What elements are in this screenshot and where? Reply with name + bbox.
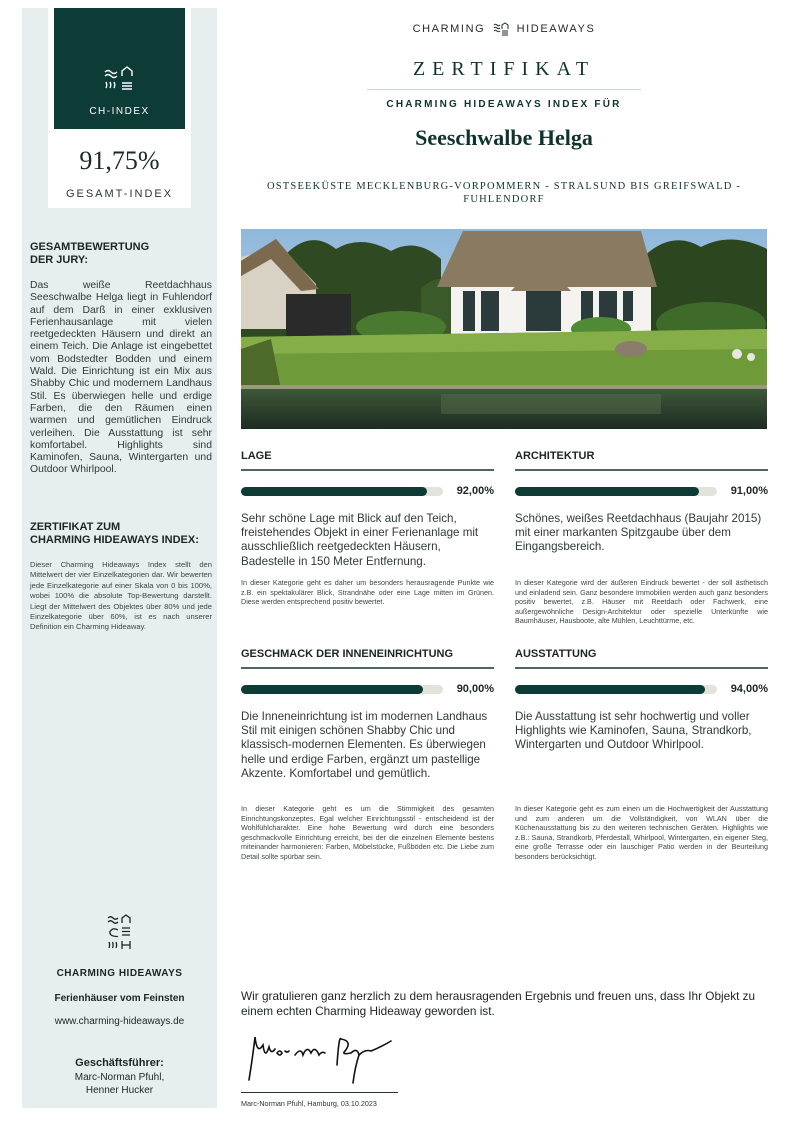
signature-caption: Marc-Norman Pfuhl, Hamburg, 03.10.2023 <box>241 1099 377 1108</box>
score-bar-fill <box>515 685 705 694</box>
score-bar-track <box>241 685 443 694</box>
score-value: 94,00% <box>730 682 768 695</box>
category-lage <box>241 450 494 607</box>
region-line-2: FUHLENDORF <box>463 194 545 205</box>
index-heading-line-2: CHARMING HIDEAWAYS INDEX: <box>30 534 199 546</box>
jury-heading-line-2: DER JURY: <box>30 254 89 266</box>
score-bar <box>515 683 768 695</box>
category-divider <box>515 469 768 471</box>
score-bar-track <box>515 685 717 694</box>
property-photo <box>241 229 767 429</box>
score-bar-fill <box>515 487 699 496</box>
score-value: 92,00% <box>456 484 494 497</box>
property-region <box>241 180 767 206</box>
brand-logo-icon <box>493 22 509 36</box>
category-divider <box>515 667 768 669</box>
category-divider <box>241 469 494 471</box>
index-badge-header <box>54 8 185 129</box>
score-bar-track <box>241 487 443 496</box>
managing-directors-label: Geschäftsführer: <box>75 1057 164 1069</box>
category-note: In dieser Kategorie geht es um die Stimmigkeit des gesamten Einrichtungskonzeptes. Egal welcher Einrichtungsstil - entscheidend ist der Wohlfühlcharakter. Eine hohe Bewertung wird durch eine besonders geschmackvolle Einrichtung erreicht, bei der die einzelnen Elemente bestens miteinander harmonieren: Farben, Möbelstücke, Fußböden etc. Die Liebe zum Detail sollte spürbar sein. <box>241 804 494 861</box>
category-ausstattung <box>515 648 768 861</box>
total-index-label: GESAMT-INDEX <box>65 188 174 200</box>
footer-brand: CHARMING HIDEAWAYS <box>56 968 183 979</box>
handwritten-signature <box>241 1025 401 1090</box>
score-bar <box>241 683 494 695</box>
region-line-1: OSTSEEKÜSTE MECKLENBURG-VORPOMMERN - STRALSUND BIS GREIFSWALD - <box>266 181 742 192</box>
managing-director-2: Henner Hucker <box>85 1085 154 1096</box>
category-description: Schönes, weißes Reetdachhaus (Baujahr 2015) mit einer markanten Spitzgaube über dem Eingangsbereich. <box>515 511 762 554</box>
certificate-title: ZERTIFIKAT <box>412 58 596 80</box>
index-heading-line-1: ZERTIFIKAT ZUM <box>30 521 121 533</box>
managing-director-1: Marc-Norman Pfuhl, <box>74 1072 165 1083</box>
category-divider <box>241 667 494 669</box>
index-badge <box>48 8 191 208</box>
property-name: Seeschwalbe Helga <box>415 125 593 150</box>
score-value: 91,00% <box>730 484 768 497</box>
congratulations-text: Wir gratulieren ganz herzlich zu dem herausragenden Ergebnis und freuen uns, dass Ihr Objekt zu einem echten Charming Hideaway geworden ist. <box>241 989 756 1018</box>
category-architektur <box>515 450 768 626</box>
footer-url[interactable]: www.charming-hideaways.de <box>54 1016 185 1027</box>
category-title: GESCHMACK DER INNENEINRICHTUNG <box>241 648 454 660</box>
category-note: In dieser Kategorie wird der äußeren Eindruck bewertet - der soll ästhetisch und einladend sein. Ganz besondere Immobilien werden auch ganz besonders positiv bewertet, z.B. Häuser mit Reetdach oder Fachwerk, eine außergewöhnliche Design-Architektur oder spezielle Unterkünfte wie Baumhäuser, Hausboote, alte Mühlen, Leuchttürme, etc. <box>515 578 768 626</box>
certificate-subtitle: CHARMING HIDEAWAYS INDEX FÜR <box>386 99 622 110</box>
category-note: In dieser Kategorie geht es zum einen um die Hochwertigkeit der Ausstattung und zum anderen um die Vollständigkeit, von WLAN über die Küchenausstattung bis zu den weiteren technischen Geräten. Highlights wie z.B.: Sauna, Strandkorb, Pferdestall, Whirlpool, Wintergarten, ein eigener Steg, eine große Terrasse oder ein lauschiger Patio werden in der Beurteilung besonders berücksichtigt. <box>515 804 768 861</box>
category-title: AUSSTATTUNG <box>515 648 597 660</box>
brand-wordmark <box>241 22 767 36</box>
total-index-value: 91,75% <box>79 146 160 175</box>
waves-house-logo-icon <box>103 64 137 98</box>
category-description: Sehr schöne Lage mit Blick auf den Teich, freistehendes Objekt in einer Ferienanlage mit ausschließlich reetgedeckten Häusern, Badestelle in 150 Meter Entfernung. <box>241 511 479 568</box>
brand-word-right: HIDEAWAYS <box>516 22 596 35</box>
category-description: Die Ausstattung ist sehr hochwertig und voller Highlights wie Kaminofen, Sauna, Strandkorb, Wintergarten und Outdoor Whirlpool. <box>515 709 752 752</box>
category-title: ARCHITEKTUR <box>515 450 595 462</box>
category-title: LAGE <box>241 450 272 462</box>
score-bar <box>241 485 494 497</box>
score-value: 90,00% <box>456 682 494 695</box>
brand-word-left: CHARMING <box>412 22 486 35</box>
category-note: In dieser Kategorie geht es daher um besonders herausragende Punkte wie z.B. ein spektakulärer Blick, Strandnähe oder eine Lage mitten im Grünen. Diese werden entsprechend positiv bewertet. <box>241 578 494 607</box>
title-divider <box>367 89 641 90</box>
index-heading <box>30 521 212 547</box>
score-bar <box>515 485 768 497</box>
signature-line <box>241 1092 398 1093</box>
badge-label: CH-INDEX <box>89 106 150 117</box>
jury-heading-line-1: GESAMTBEWERTUNG <box>30 241 150 253</box>
index-explanation: Dieser Charming Hideaways Index stellt den Mittelwert der vier Einzelkategorien dar. Wir bewerten jede Einzelkategorie auf einer Skala von 0 bis 100%, wobei 100% die absolute Top-Bewertung darstellt. Liegt der Mittelwert des Objektes über 80% und jede Einzelkategorie über 60%, ist es nach unserer Definition ein Charming Hideaway. <box>30 560 212 632</box>
category-description: Die Inneneinrichtung ist im modernen Landhaus Stil mit einigen schönen Shabby Chic und klassisch-modernen Elementen. Es überwiegen helle und erdige Farben, ergänzt um pastellige Akzente. Komfortabel und gemütlich. <box>241 709 488 781</box>
footer-tagline: Ferienhäuser vom Feinsten <box>54 993 185 1004</box>
score-bar-track <box>515 487 717 496</box>
jury-text: Das weiße Reetdachhaus Seeschwalbe Helga liegt in Fuhlendorf auf dem Darß in einer exklusiven Ferienhausanlage mit vielen reetgedeckten Häusern und direkt an einem Teich. Die Anlage ist eingebettet vom Bodstedter Bodden und einem Wald. Die Einrichtung ist ein Mix aus Shabby Chic und modernem Landhaus Stil. Es überwiegen helle und erdige Farben, die den Räumen einen warmen und gemütlichen Eindruck verleihen. Die Ausstattung ist sehr komfortabel. Highlights sind Kaminofen, Sauna, Wintergarten und Outdoor Whirlpool. <box>30 280 212 476</box>
score-bar-fill <box>241 487 427 496</box>
category-inneneinrichtung <box>241 648 494 861</box>
sidebar <box>22 8 217 1108</box>
score-bar-fill <box>241 685 423 694</box>
footer-logo-icon <box>106 913 134 953</box>
jury-heading <box>30 241 212 267</box>
